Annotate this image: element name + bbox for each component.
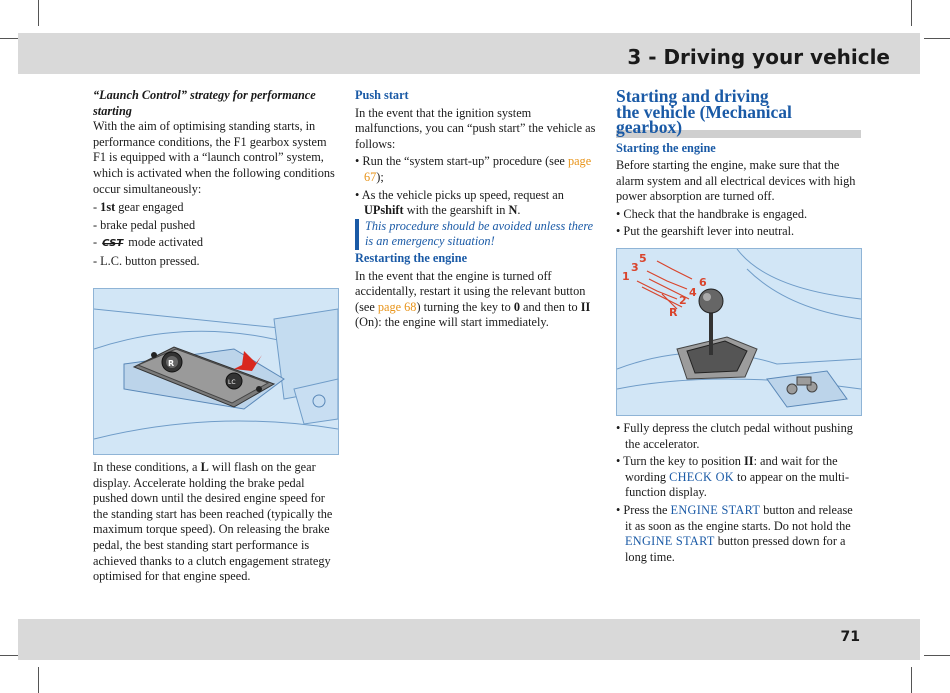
starting-engine-intro: Before starting the engine, make sure that the alarm system and all electrical devices with high power absorption are turned off. bbox=[616, 158, 856, 204]
step-2-mid: with the gearshift in bbox=[403, 203, 509, 218]
crop-mark bbox=[911, 0, 912, 26]
step-2-text: • As the vehicle picks up speed, request an bbox=[355, 187, 564, 202]
launch-control-figure bbox=[93, 288, 339, 455]
crop-mark bbox=[911, 667, 912, 693]
middle-column bbox=[355, 88, 600, 331]
starting-step-clutch: • Fully depress the clutch pedal without pushing the accelerator. bbox=[616, 421, 853, 451]
engine-step-b: button and release it as soon as the engine starts. Do not hold the bbox=[625, 502, 853, 533]
right-column bbox=[616, 86, 861, 240]
emergency-warning: This procedure should be avoided unless there is an emergency situation! bbox=[355, 219, 600, 250]
key-two: II bbox=[580, 299, 591, 314]
right-column-after bbox=[616, 421, 861, 565]
section-title-line-2: the vehicle (Mechanical bbox=[616, 101, 792, 122]
gear-3-label: 3 bbox=[631, 261, 639, 274]
condition-cst: - CST mode activated bbox=[93, 235, 341, 252]
restart-heading: Restarting the engine bbox=[355, 250, 468, 265]
restart-text-b: ) turning the key to bbox=[416, 299, 514, 314]
upshift-text: UPshift bbox=[364, 203, 404, 218]
push-start-step-2 bbox=[355, 188, 600, 219]
key-position-ii: II bbox=[743, 454, 754, 469]
gear-5-label: 5 bbox=[639, 252, 647, 265]
section-title-line-1: Starting and driving bbox=[616, 86, 769, 106]
condition-gear-text: gear engaged bbox=[115, 200, 184, 215]
cst-logo: CST bbox=[102, 238, 124, 250]
lc-button-label: LC bbox=[228, 379, 236, 386]
gear-1-label: 1 bbox=[622, 270, 630, 283]
neutral-text: N bbox=[508, 203, 518, 218]
condition-brake: - brake pedal pushed bbox=[93, 217, 196, 232]
gear-6-label: 6 bbox=[699, 276, 707, 289]
left-column-after bbox=[93, 460, 341, 585]
crop-mark bbox=[38, 0, 39, 26]
page-number: 71 bbox=[840, 629, 860, 645]
launch-control-intro: With the aim of optimising standing starts, in performance conditions, the F1 gearbox system F1 is equipped with a “launch control” system, which is activated when the following conditions occur simultaneously: bbox=[93, 119, 335, 196]
page-68-link[interactable]: page 68 bbox=[377, 299, 417, 314]
gear-r-label: R bbox=[669, 306, 678, 319]
engine-step-a: • Press the bbox=[616, 502, 671, 517]
result-text-a: In these conditions, a bbox=[93, 460, 201, 474]
step-1-end: ); bbox=[376, 169, 384, 184]
key-step-c: to appear on the multi-function display. bbox=[625, 469, 850, 500]
restart-text-a: In the event that the engine is turned off accidentally, restart it using the relevant button (see bbox=[355, 268, 586, 314]
engine-start-text-2: ENGINE START bbox=[625, 534, 715, 549]
restart-text bbox=[355, 269, 600, 331]
starting-step-engine-start bbox=[616, 503, 861, 565]
check-ok-text: CHECK OK bbox=[669, 469, 734, 484]
console-illustration bbox=[94, 289, 338, 454]
push-start-heading: Push start bbox=[355, 88, 409, 102]
key-zero: 0 bbox=[513, 299, 520, 314]
result-text-b: will flash on the gear display. Accelerate holding the brake pedal pushed down until the desired engine speed for the standing start has been reached (typically the maximum torque speed). On releasing the brake pedal, the best standing start performance is achieved thanks to a clutch engagement strategy optimised for that engine speed. bbox=[93, 460, 333, 584]
launch-control-heading: “Launch Control” strategy for performance starting bbox=[93, 88, 316, 118]
crop-mark bbox=[924, 655, 950, 656]
key-step-b: : and wait for the wording bbox=[625, 454, 838, 484]
section-title-line-3: gearbox) bbox=[616, 117, 683, 137]
engine-start-text-1: ENGINE START bbox=[670, 502, 761, 517]
push-start-step-1 bbox=[355, 154, 600, 185]
launch-control-result bbox=[93, 460, 341, 585]
section-title bbox=[616, 86, 861, 137]
condition-lc: - L.C. button pressed. bbox=[93, 253, 200, 268]
chapter-title: 3 - Driving your vehicle bbox=[627, 45, 890, 69]
crop-mark bbox=[924, 38, 950, 39]
letter-l: L bbox=[200, 460, 209, 474]
left-column bbox=[93, 88, 341, 270]
condition-cst-text: mode activated bbox=[125, 235, 204, 250]
restart-text-d: (On): the engine will start immediately. bbox=[355, 315, 549, 330]
footer-band bbox=[18, 619, 920, 660]
r-button-label: R bbox=[168, 359, 175, 368]
gear-4-label: 4 bbox=[689, 286, 697, 299]
page-67-link[interactable]: page 67 bbox=[364, 154, 592, 184]
condition-gear: - 1st gear engaged bbox=[93, 200, 184, 215]
gear-2-label: 2 bbox=[679, 294, 687, 307]
gearshift-figure bbox=[616, 248, 862, 416]
step-1-text: • Run the “system start-up” procedure (see bbox=[355, 154, 568, 169]
engine-step-c: button pressed down for a long time. bbox=[625, 534, 846, 564]
starting-engine-heading: Starting the engine bbox=[616, 140, 716, 155]
push-start-intro: In the event that the ignition system malfunctions, you can “push start” the vehicle as follows: bbox=[355, 105, 596, 151]
starting-step-key bbox=[616, 454, 861, 501]
crop-mark bbox=[38, 667, 39, 693]
starting-step-neutral: • Put the gearshift lever into neutral. bbox=[616, 224, 795, 239]
key-step-a: • Turn the key to position bbox=[616, 454, 744, 469]
gear-text: 1st bbox=[100, 200, 116, 215]
restart-text-c: and then to bbox=[519, 299, 581, 314]
starting-step-handbrake: • Check that the handbrake is engaged. bbox=[616, 206, 808, 221]
gearshift-illustration bbox=[617, 249, 861, 415]
step-2-end: . bbox=[517, 203, 521, 218]
